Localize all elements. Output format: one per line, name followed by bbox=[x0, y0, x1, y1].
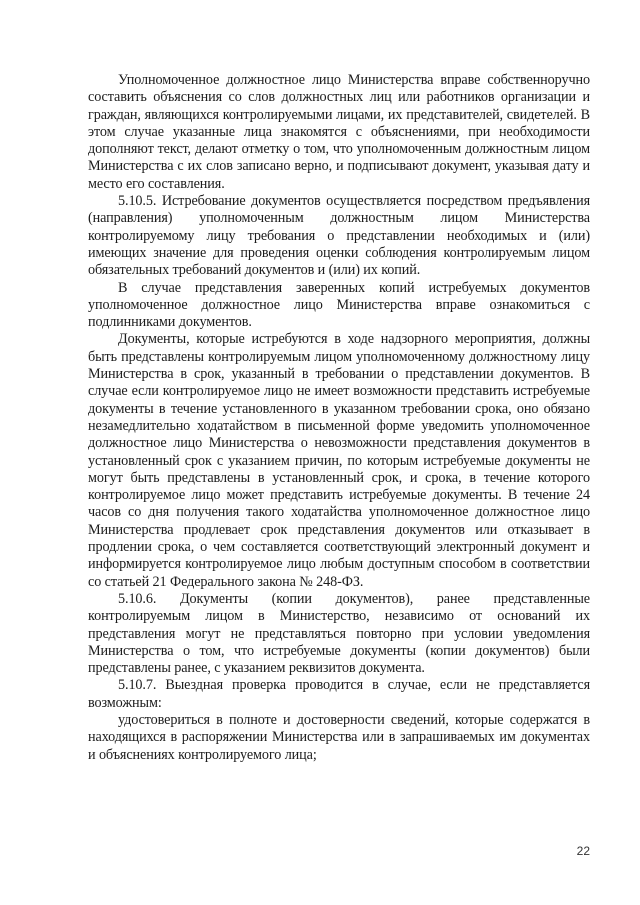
paragraph-5-10-5: 5.10.5. Истребование документов осуществляется посредством предъявления (направления) уполномоченным должностным лицом Министерства контролируемому лицу требования о представлении необходимых и (или) имеющих значение для проведения оценки соблюдения контролируемым лицом обязательных требований документов и (или) их копий. bbox=[88, 193, 590, 279]
paragraph-certified-copies: В случае представления заверенных копий истребуемых документов уполномоченное должностное лицо Министерства вправе ознакомиться с подлинниками документов. bbox=[88, 279, 590, 331]
document-body bbox=[88, 72, 590, 764]
paragraph-verify-completeness: удостовериться в полноте и достоверности сведений, которые содержатся в находящихся в распоряжении Министерства или в запрашиваемых им документах и объяснениях контролируемого лица; bbox=[88, 711, 590, 763]
paragraph-5-10-7: 5.10.7. Выездная проверка проводится в случае, если не представляется возможным: bbox=[88, 677, 590, 711]
paragraph-5-10-6: 5.10.6. Документы (копии документов), ранее представленные контролируемым лицом в Министерство, независимо от оснований их представления могут не представляться повторно при условии уведомления Министерства о том, что истребуемые документы (копии документов) были представлены ранее, с указанием реквизитов документа. bbox=[88, 590, 590, 677]
paragraph-documents-deadline: Документы, которые истребуются в ходе надзорного мероприятия, должны быть представлены контролируемым лицом уполномоченному должностному лицу Министерства в срок, указанный в требовании о представлении документов. В случае если контролируемое лицо не имеет возможности представить истребуемые документы в течение установленного в указанном требовании срока, оно обязано незамедлительно ходатайством в письменной форме уведомить уполномоченное должностное лицо Министерства о невозможности представления документов в установленный срок с указанием причин, по которым истребуемые документы не могут быть представлены в установленный срок, и срока, в течение которого контролируемое лицо может представить истребуемые документы. В течение 24 часов со дня получения такого ходатайства уполномоченное должностное лицо Министерства продлевает срок представления документов или отказывает в продлении срока, о чем составляется соответствующий электронный документ и информируется контролируемое лицо любым доступным способом в соответствии со статьей 21 Федерального закона № 248-ФЗ. bbox=[88, 331, 590, 590]
paragraph-explanations: Уполномоченное должностное лицо Министерства вправе собственноручно составить объяснения со слов должностных лиц или работников организации и граждан, являющихся контролируемыми лицами, их представителей, свидетелей. В этом случае указанные лица знакомятся с объяснениями, при необходимости дополняют текст, делают отметку о том, что уполномоченным должностным лицом Министерства с их слов записано верно, и подписывают документ, указывая дату и место его составления. bbox=[88, 72, 590, 192]
page-number: 22 bbox=[576, 844, 590, 858]
